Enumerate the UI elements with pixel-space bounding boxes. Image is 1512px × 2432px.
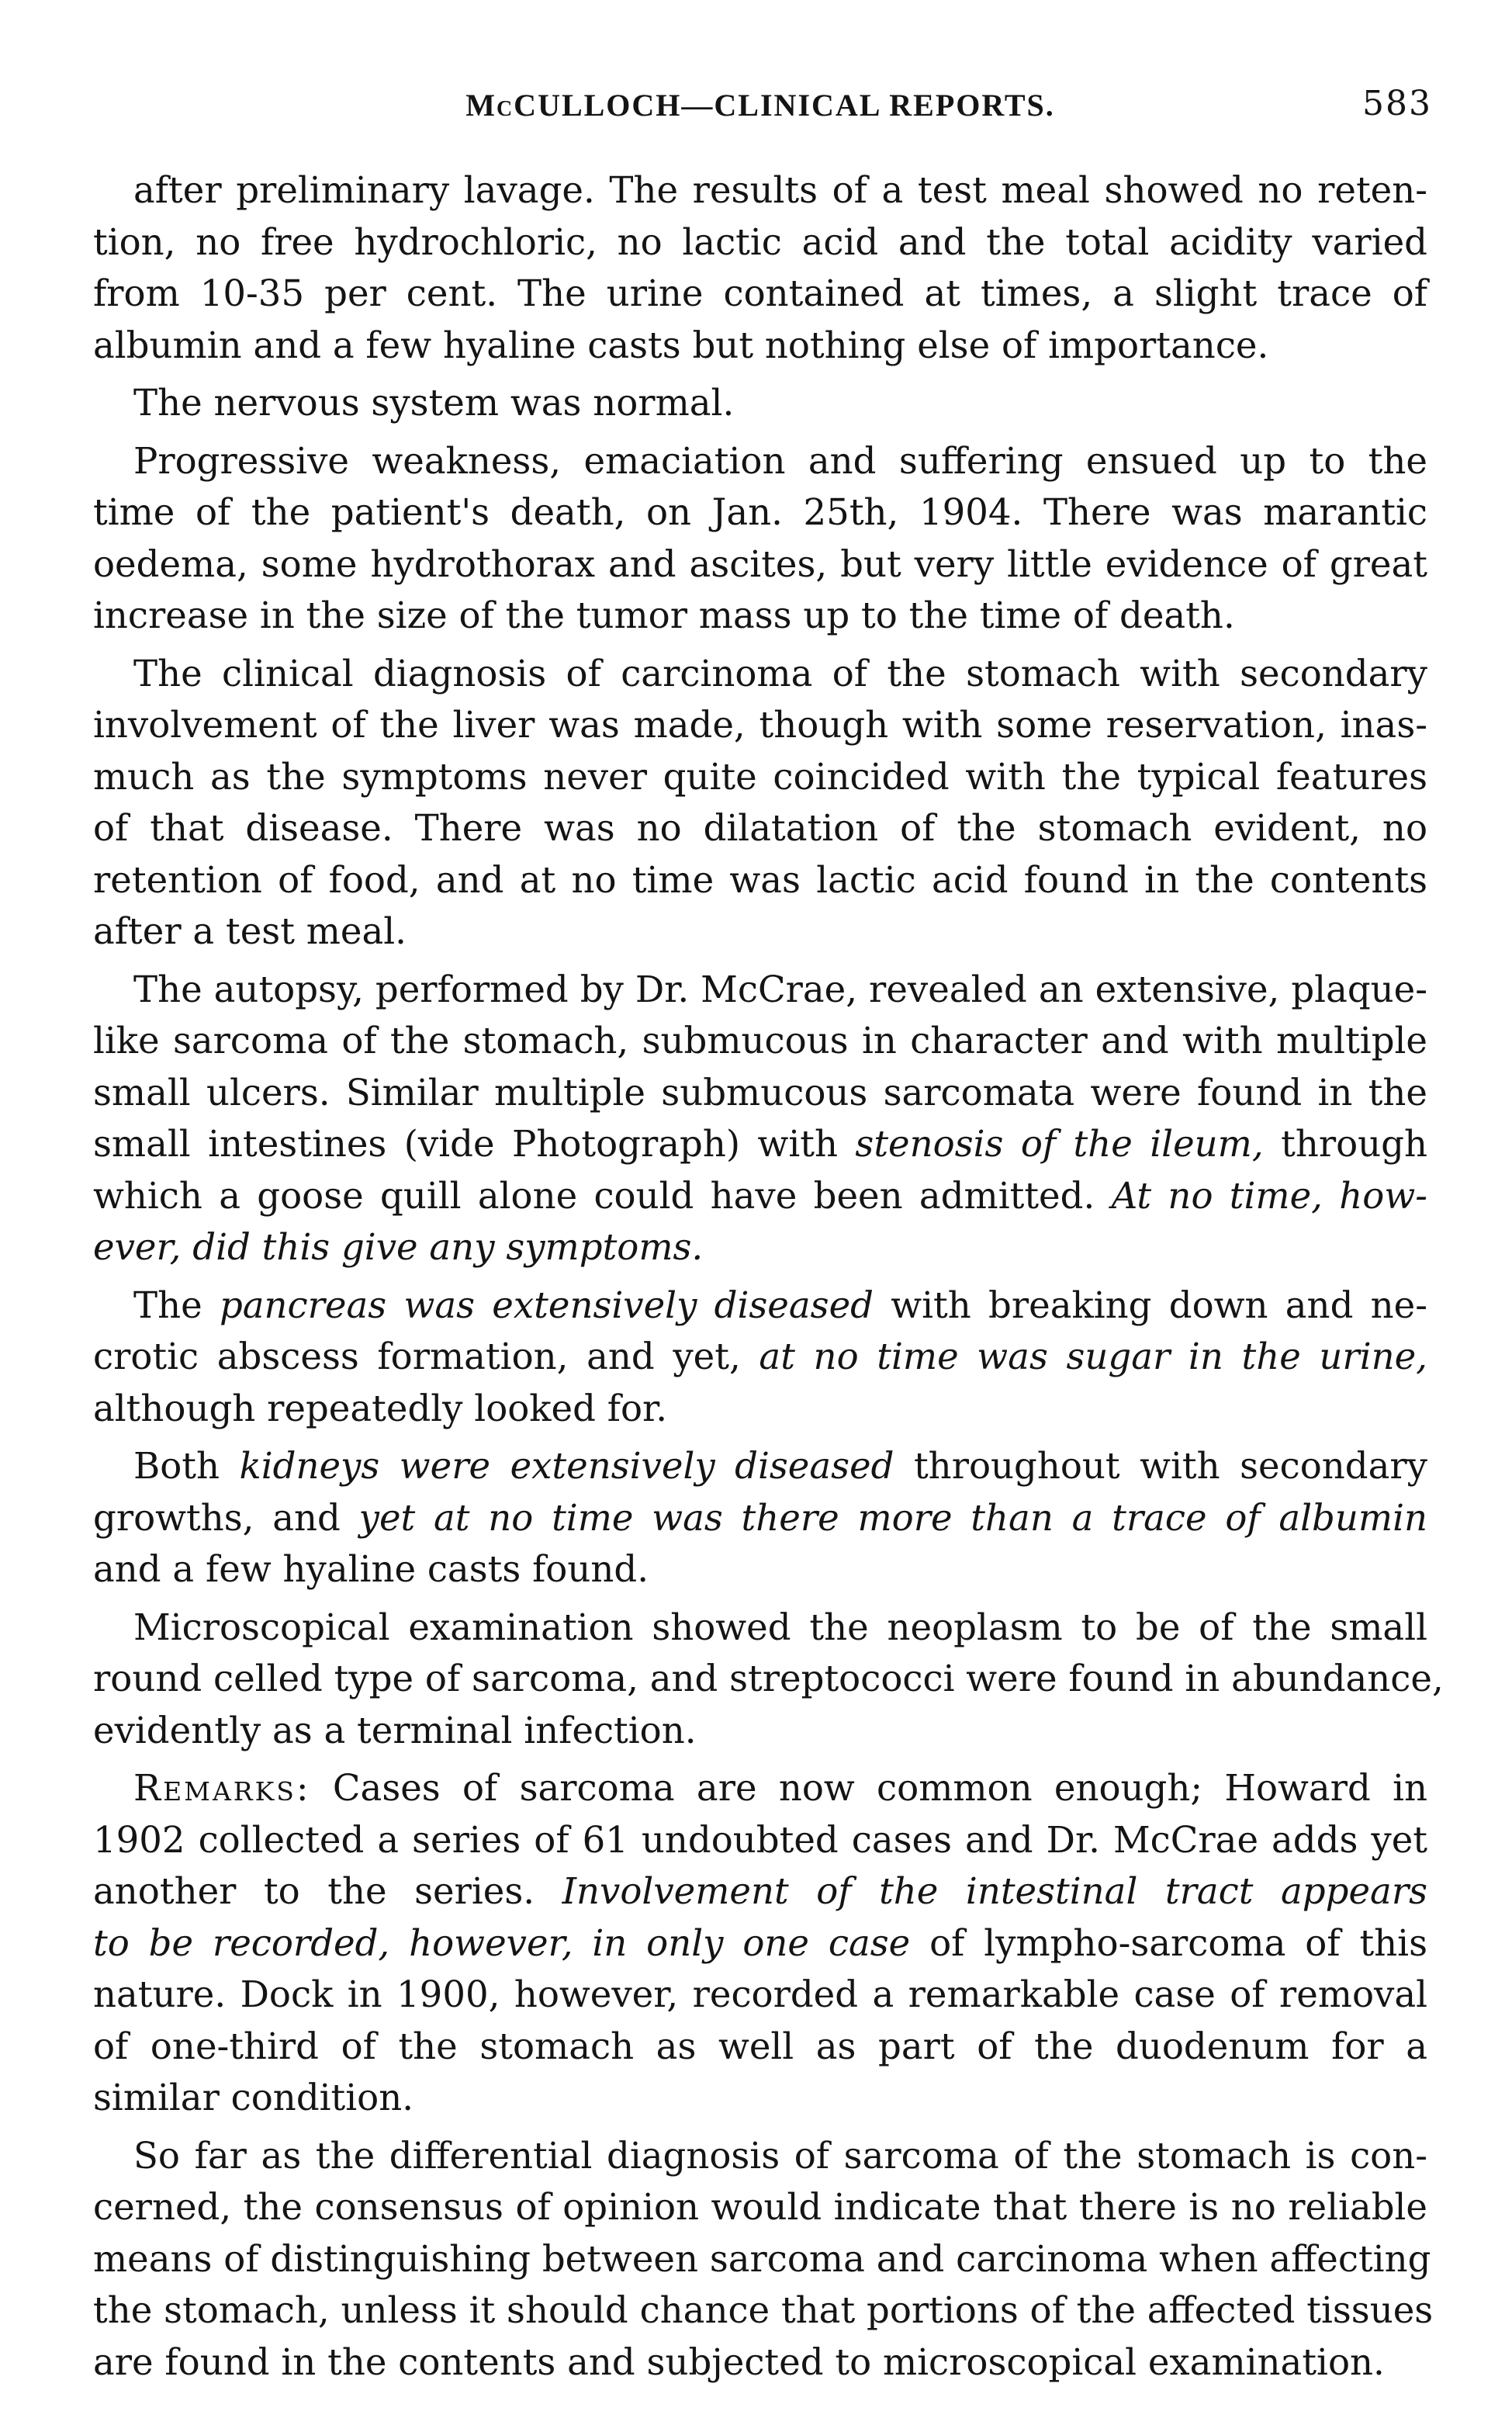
text-line [93, 435, 1427, 487]
text-line [93, 2072, 1427, 2124]
text-run: are found in the contents and subjected to microscopical examination. [93, 2340, 1385, 2383]
text-run: Cases of sarcoma are now common enough; Howard in [310, 1767, 1427, 1809]
text-run: nature. Dock in 1900, however, recorded a remarkable case of removal [93, 1973, 1427, 2015]
text-run: crotic abscess formation, and yet, [93, 1336, 759, 1377]
text-run: throughout with secondary [894, 1445, 1427, 1487]
text-run: The autopsy, performed by Dr. McCrae, revealed an extensive, plaque- [133, 968, 1427, 1010]
text-run: Both [133, 1445, 240, 1487]
text-line [93, 648, 1427, 700]
text-line [93, 854, 1427, 906]
text-run: with breaking down and ne- [873, 1284, 1427, 1326]
text-line [93, 1170, 1427, 1222]
article-body [93, 165, 1444, 2388]
text-line [93, 165, 1427, 217]
text-line [93, 539, 1427, 591]
text-run: albumin and a few hyaline casts but nothing else of importance. [93, 324, 1269, 366]
text-run: which a goose quill alone could have been admitted. [93, 1174, 1112, 1217]
text-run: much as the symptoms never quite coincided with the typical features [93, 755, 1427, 798]
text-line [93, 320, 1427, 372]
italic-run: stenosis of the ileum, [855, 1123, 1264, 1165]
text-line [93, 1866, 1427, 1918]
text-line [93, 1067, 1427, 1119]
text-line [93, 1331, 1427, 1383]
text-line [93, 1602, 1427, 1654]
text-run: The nervous system was normal. [133, 382, 735, 424]
text-line [93, 2337, 1427, 2389]
text-run: after preliminary lavage. The results of a test meal showed no reten- [133, 169, 1427, 211]
text-run: Microscopical examination showed the neoplasm to be of the small [133, 1606, 1427, 1648]
text-line [93, 2130, 1427, 2182]
text-line [93, 377, 1427, 429]
text-run: although repeatedly looked for. [93, 1387, 668, 1429]
text-run: increase in the size of the tumor mass up to the time of death. [93, 594, 1235, 636]
text-run: retention of food, and at no time was lactic acid found in the contents [93, 858, 1427, 901]
text-run: Progressive weakness, emaciation and suffering ensued up to the [133, 439, 1427, 482]
text-run: and a few hyaline casts found. [93, 1548, 649, 1590]
italic-run: ever, did this give any symptoms. [93, 1226, 704, 1268]
text-run: from 10-35 per cent. The urine contained at times, a slight trace of [93, 272, 1427, 314]
text-run: of that disease. There was no dilatation of the stomach evident, no [93, 807, 1427, 849]
text-run: evidently as a terminal infection. [93, 1709, 697, 1751]
text-run: cerned, the consensus of opinion would indicate that there is no reliable [93, 2186, 1427, 2228]
text-line [93, 1118, 1427, 1170]
text-line [93, 1762, 1427, 1814]
italic-run: Involvement of the intestinal tract appears [562, 1870, 1428, 1912]
italic-run: kidneys were extensively diseased [239, 1445, 894, 1487]
page [93, 74, 1444, 2388]
text-run: time of the patient's death, on Jan. 25th, 1904. There was marantic [93, 491, 1427, 533]
italic-run: at no time was sugar in the urine, [759, 1336, 1427, 1377]
text-line [93, 1280, 1427, 1332]
text-run: oedema, some hydrothorax and ascites, but very little evidence of great [93, 542, 1427, 585]
text-run: The clinical diagnosis of carcinoma of the stomach with secondary [133, 652, 1427, 695]
text-run: involvement of the liver was made, though with some reservation, inas- [93, 704, 1427, 746]
italic-run: pancreas was extensively diseased [219, 1284, 874, 1326]
italic-run: to be recorded, however, in only one case [93, 1921, 911, 1964]
text-line [93, 751, 1427, 803]
text-run: small ulcers. Similar multiple submucous sarcomata were found in the [93, 1071, 1427, 1114]
text-line [93, 1543, 1427, 1595]
text-line [93, 590, 1427, 642]
text-line [93, 1440, 1427, 1492]
text-line [93, 1015, 1427, 1067]
text-line [93, 2285, 1434, 2337]
text-run: The [133, 1284, 220, 1326]
text-line [93, 964, 1427, 1016]
text-line [93, 1969, 1427, 2021]
page-number: 583 [1362, 84, 1432, 123]
text-run: growths, and [93, 1496, 359, 1539]
text-line [93, 268, 1427, 320]
text-run: of one-third of the stomach as well as part of the duodenum for a [93, 2025, 1427, 2067]
text-line [93, 217, 1427, 268]
text-run: after a test meal. [93, 910, 407, 952]
text-line [93, 1221, 1427, 1273]
text-line [93, 906, 1427, 958]
text-line [93, 2181, 1427, 2233]
text-line [93, 1705, 1427, 1757]
text-run: another to the series. [93, 1870, 562, 1912]
text-line [93, 1814, 1427, 1866]
text-run: 1902 collected a series of 61 undoubted cases and Dr. McCrae adds yet [93, 1818, 1427, 1861]
italic-run: yet at no time was there more than a trace of albumin [358, 1496, 1427, 1539]
text-line [93, 1653, 1444, 1705]
text-line [93, 1918, 1427, 1970]
italic-run: At no time, how- [1111, 1174, 1427, 1217]
text-run: So far as the differential diagnosis of sarcoma of the stomach is con- [133, 2134, 1427, 2177]
text-run: through [1263, 1123, 1427, 1165]
text-line [93, 2021, 1427, 2073]
text-run: of lympho-sarcoma of this [910, 1921, 1427, 1964]
text-line [93, 1492, 1427, 1544]
text-run: small intestines (vide Photograph) with [93, 1123, 856, 1165]
text-run: tion, no free hydrochloric, no lactic acid and the total acidity varied [93, 220, 1427, 263]
text-line [93, 487, 1427, 539]
running-head: McCULLOCH—CLINICAL REPORTS. [465, 88, 1055, 123]
text-run: similar condition. [93, 2077, 414, 2118]
small-caps-run: Remarks: [133, 1767, 311, 1809]
text-line [93, 699, 1427, 751]
text-run: the stomach, unless it should chance that portions of the affected tissues [93, 2289, 1434, 2331]
text-line [93, 802, 1427, 854]
text-line [93, 1383, 1427, 1435]
text-line [93, 2233, 1431, 2285]
text-run: like sarcoma of the stomach, submucous in character and with multiple [93, 1020, 1427, 1062]
text-run: round celled type of sarcoma, and streptococci were found in abundance, [93, 1658, 1444, 1699]
text-run: means of distinguishing between sarcoma and carcinoma when affecting [93, 2237, 1431, 2280]
page-header [93, 74, 1432, 137]
